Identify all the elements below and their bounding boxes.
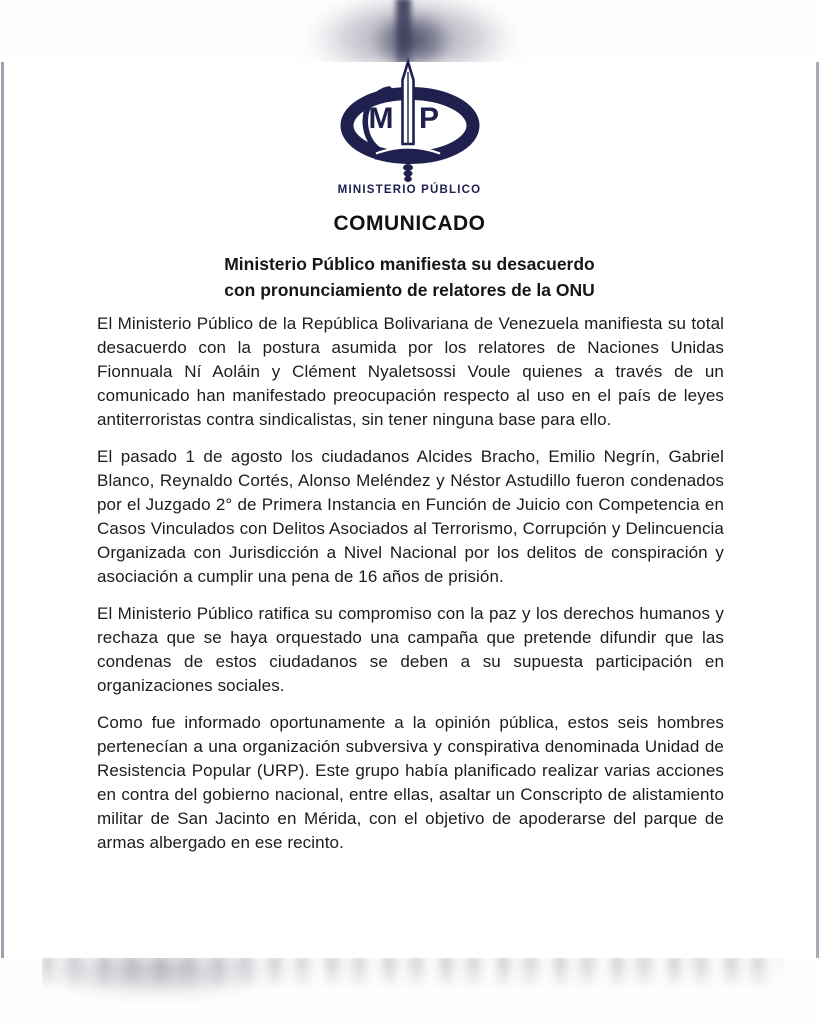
paragraph-2: El pasado 1 de agosto los ciudadanos Alcides Bracho, Emilio Negrín, Gabriel Blanco, Reynaldo Cortés, Alonso Meléndez y Néstor Astudillo fueron condenados por el Juzgado 2° de Primera Instancia en Función de Juicio con Competencia en Casos Vinculados con Delitos Asociados al Terrorismo, Corrupción y Delincuencia Organizada con Jurisdicción a Nivel Nacional por los delitos de conspiración y asociación a cumplir una pena de 16 años de prisión. (97, 447, 724, 586)
paragraph-1: El Ministerio Público de la República Bolivariana de Venezuela manifiesta su total desacuerdo con la postura asumida por los relatores de Naciones Unidas Fionnuala Ní Aoláin y Clément Nyaletsossi Voule quienes a través de un comunicado han manifestado preocupación respecto al uso en el país de leyes antiterroristas contra sindicalistas, sin tener ninguna base para ello. (97, 314, 724, 429)
communique-body (97, 312, 724, 868)
logo-letter-p: P (418, 102, 440, 135)
logo-letter-m: M (368, 102, 394, 135)
subtitle-line-2: con pronunciamiento de relatores de la ONU (224, 280, 595, 300)
paragraph-3: El Ministerio Público ratifica su compromiso con la paz y los derechos humanos y rechaza que se haya orquestado una campaña que pretende difundir que las condenas de estos ciudadanos se deben a su supuesta participación en organizaciones sociales. (97, 604, 724, 695)
communique-subtitle (0, 251, 819, 303)
paragraph-4: Como fue informado oportunamente a la opinión pública, estos seis hombres pertenecían a una organización subversiva y conspirativa denominada Unidad de Resistencia Popular (URP). Este grupo había planificado realizar varias acciones en contra del gobierno nacional, entre ellas, asaltar un Conscripto de alistamiento militar de San Jacinto en Mérida, con el objetivo de apoderarse del parque de armas albergado en ese recinto. (97, 713, 724, 852)
communique-heading: COMUNICADO (333, 212, 486, 235)
subtitle-line-1: Ministerio Público manifiesta su desacuerdo (224, 254, 595, 274)
mp-seal-logo (325, 58, 495, 186)
logo-caption: MINISTERIO PÚBLICO (337, 184, 482, 196)
